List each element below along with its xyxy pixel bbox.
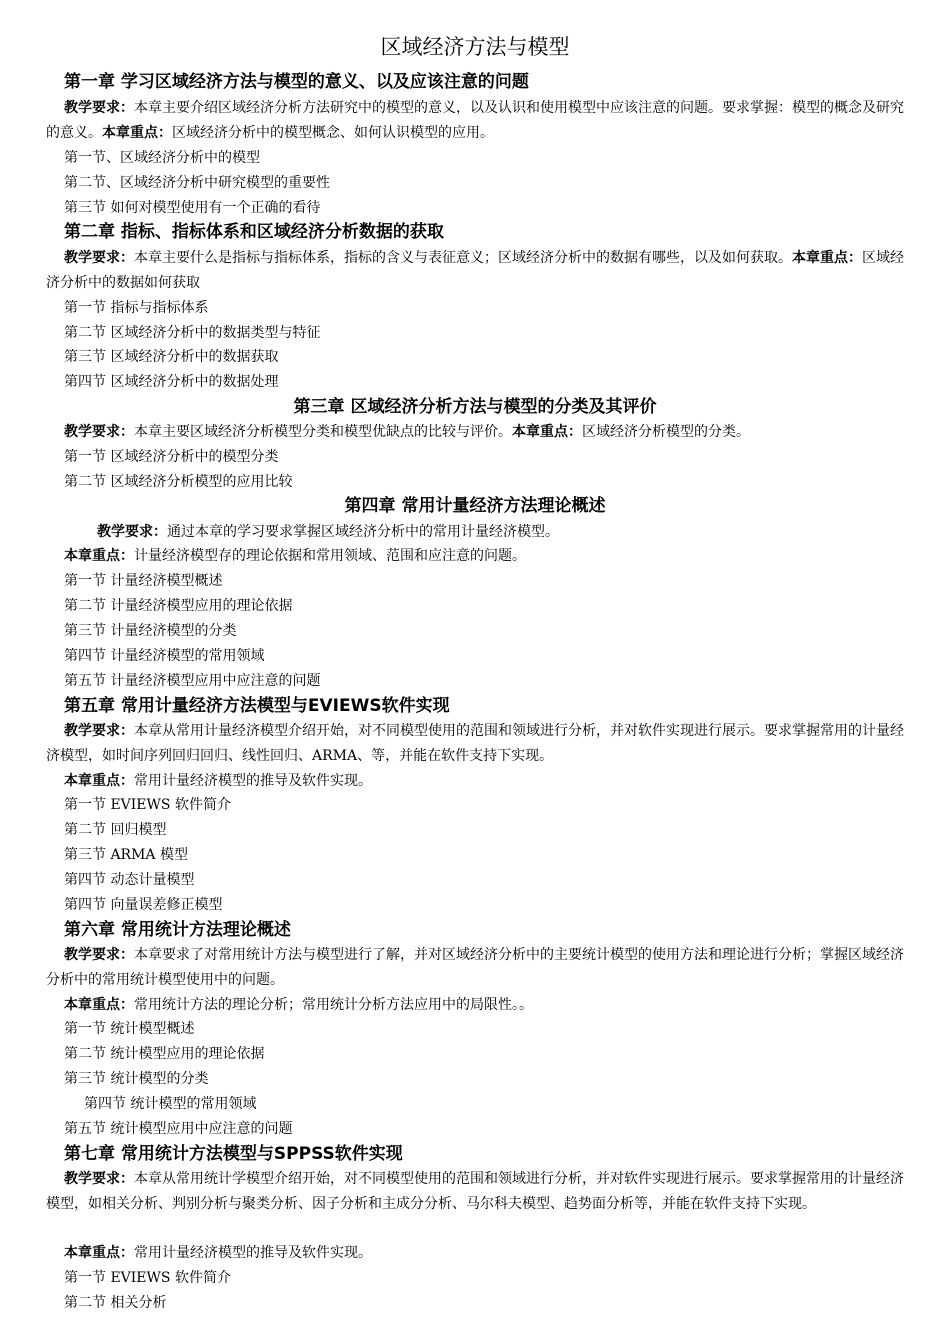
requirements-label: 教学要求： bbox=[97, 524, 167, 540]
chapter-6-heading: 第六章 常用统计方法理论概述 bbox=[64, 920, 291, 940]
chapter-1-section: 第一节、区域经济分析中的模型 bbox=[64, 150, 260, 166]
key-points-label: 本章重点： bbox=[102, 124, 172, 141]
requirements-label: 教学要求： bbox=[64, 1171, 134, 1187]
chapter-1-heading: 第一章 学习区域经济方法与模型的意义、以及应该注意的问题 bbox=[64, 72, 529, 92]
chapter-1-section: 第二节、区域经济分析中研究模型的重要性 bbox=[64, 175, 330, 191]
chapter-7-key-points bbox=[46, 1241, 904, 1266]
chapter-3-section: 第一节 区域经济分析中的模型分类 bbox=[64, 449, 279, 465]
key-points-label: 本章重点： bbox=[792, 250, 862, 266]
requirements-text: 本章主要什么是指标与指标体系，指标的含义与表征意义；区域经济分析中的数据有哪些，以及如何获取。 bbox=[134, 250, 792, 266]
key-points-text: 区域经济分析中的数据如何获取 bbox=[46, 250, 904, 291]
chapter-6-section: 第五节 统计模型应用中应注意的问题 bbox=[64, 1121, 293, 1137]
chapter-7-section: 第二节 相关分析 bbox=[64, 1295, 167, 1311]
requirements-text: 本章主要区域经济分析模型分类和模型优缺点的比较与评价。 bbox=[134, 424, 512, 440]
chapter-7-section: 第一节 EVIEWS 软件简介 bbox=[64, 1270, 231, 1286]
requirements-label: 教学要求： bbox=[64, 947, 134, 963]
chapter-1-requirements bbox=[46, 96, 904, 145]
chapter-5-section: 第三节 ARMA 模型 bbox=[64, 847, 188, 863]
chapter-5-key-points bbox=[46, 769, 904, 794]
key-points-label: 本章重点： bbox=[64, 773, 134, 789]
chapter-5-section: 第一节 EVIEWS 软件简介 bbox=[64, 797, 231, 813]
chapter-2-section: 第二节 区域经济分析中的数据类型与特征 bbox=[64, 325, 321, 341]
chapter-6-requirements bbox=[46, 943, 904, 992]
chapter-5-requirements bbox=[46, 719, 904, 768]
chapter-4-section: 第四节 计量经济模型的常用领域 bbox=[64, 648, 265, 664]
chapter-6-section: 第一节 统计模型概述 bbox=[64, 1021, 195, 1037]
chapter-4-requirements bbox=[46, 520, 904, 545]
key-points-label: 本章重点： bbox=[512, 424, 582, 440]
chapter-3-heading: 第三章 区域经济分析方法与模型的分类及其评价 bbox=[293, 397, 657, 417]
chapter-4-key-points bbox=[46, 544, 904, 569]
key-points-label: 本章重点： bbox=[64, 548, 134, 564]
chapter-5-section: 第四节 动态计量模型 bbox=[64, 872, 195, 888]
requirements-label: 教学要求： bbox=[64, 100, 134, 116]
key-points-text: 区域经济分析模型的分类。 bbox=[582, 424, 750, 440]
chapter-5-heading: 第五章 常用计量经济方法模型与EVIEWS软件实现 bbox=[64, 696, 450, 716]
key-points-label: 本章重点： bbox=[64, 997, 134, 1013]
key-points-text: 计量经济模型存的理论依据和常用领域、范围和应注意的问题。 bbox=[134, 548, 526, 564]
chapter-3-section: 第二节 区域经济分析模型的应用比较 bbox=[64, 474, 293, 490]
requirements-text: 本章从常用统计学模型介绍开始，对不同模型使用的范围和领域进行分析，并对软件实现进行展示。要求掌握常用的计量经济模型，如相关分析、判别分析与聚类分析、因子分析和主成分分析、马尔科夫模型、趋势面分析等，并能在软件支持下实现。 bbox=[46, 1171, 904, 1212]
chapter-4-section: 第五节 计量经济模型应用中应注意的问题 bbox=[64, 673, 321, 689]
requirements-label: 教学要求： bbox=[64, 250, 134, 266]
chapter-6-section: 第三节 统计模型的分类 bbox=[64, 1071, 209, 1087]
chapter-2-heading: 第二章 指标、指标体系和区域经济分析数据的获取 bbox=[64, 222, 444, 242]
chapter-4-section: 第一节 计量经济模型概述 bbox=[64, 573, 223, 589]
requirements-text: 本章从常用计量经济模型介绍开始，对不同模型使用的范围和领域进行分析，并对软件实现进行展示。要求掌握常用的计量经济模型，如时间序列回归回归、线性回归、ARMA、等，并能在软件支持下实现。 bbox=[46, 723, 904, 764]
requirements-text: 通过本章的学习要求掌握区域经济分析中的常用计量经济模型。 bbox=[167, 524, 559, 540]
key-points-label: 本章重点： bbox=[64, 1245, 134, 1261]
key-points-text: 常用统计方法的理论分析；常用统计分析方法应用中的局限性。。 bbox=[134, 997, 533, 1013]
key-points-text: 常用计量经济模型的推导及软件实现。 bbox=[134, 1245, 372, 1261]
chapter-2-section: 第一节 指标与指标体系 bbox=[64, 300, 209, 316]
chapter-4-heading: 第四章 常用计量经济方法理论概述 bbox=[344, 496, 606, 516]
key-points-text: 区域经济分析中的模型概念、如何认识模型的应用。 bbox=[172, 124, 494, 141]
chapter-3-requirements bbox=[46, 420, 904, 445]
chapter-2-requirements bbox=[46, 246, 904, 295]
chapter-7-requirements bbox=[46, 1167, 904, 1216]
chapter-6-section: 第二节 统计模型应用的理论依据 bbox=[64, 1046, 265, 1062]
requirements-label: 教学要求： bbox=[64, 424, 134, 440]
chapter-7-heading: 第七章 常用统计方法模型与SPPSS软件实现 bbox=[64, 1144, 403, 1164]
requirements-label: 教学要求： bbox=[64, 723, 134, 739]
document-title: 区域经济方法与模型 bbox=[380, 35, 570, 59]
key-points-text: 常用计量经济模型的推导及软件实现。 bbox=[134, 773, 372, 789]
chapter-5-section: 第四节 向量误差修正模型 bbox=[64, 897, 223, 913]
chapter-5-section: 第二节 回归模型 bbox=[64, 822, 167, 838]
chapter-4-section: 第二节 计量经济模型应用的理论依据 bbox=[64, 598, 293, 614]
requirements-text: 本章要求了对常用统计方法与模型进行了解，并对区域经济分析中的主要统计模型的使用方法和理论进行分析；掌握区域经济分析中的常用统计模型使用中的问题。 bbox=[46, 947, 904, 988]
chapter-2-section: 第三节 区域经济分析中的数据获取 bbox=[64, 349, 279, 365]
chapter-6-section: 第四节 统计模型的常用领域 bbox=[84, 1096, 257, 1112]
chapter-1-section: 第三节 如何对模型使用有一个正确的看待 bbox=[64, 200, 321, 216]
requirements-text: 本章主要介绍区域经济分析方法研究中的模型的意义，以及认识和使用模型中应该注意的问题。要求掌握：模型的概念及研究的意义。 bbox=[46, 100, 904, 141]
chapter-4-section: 第三节 计量经济模型的分类 bbox=[64, 623, 237, 639]
chapter-2-section: 第四节 区域经济分析中的数据处理 bbox=[64, 374, 279, 390]
chapter-6-key-points bbox=[46, 993, 904, 1018]
